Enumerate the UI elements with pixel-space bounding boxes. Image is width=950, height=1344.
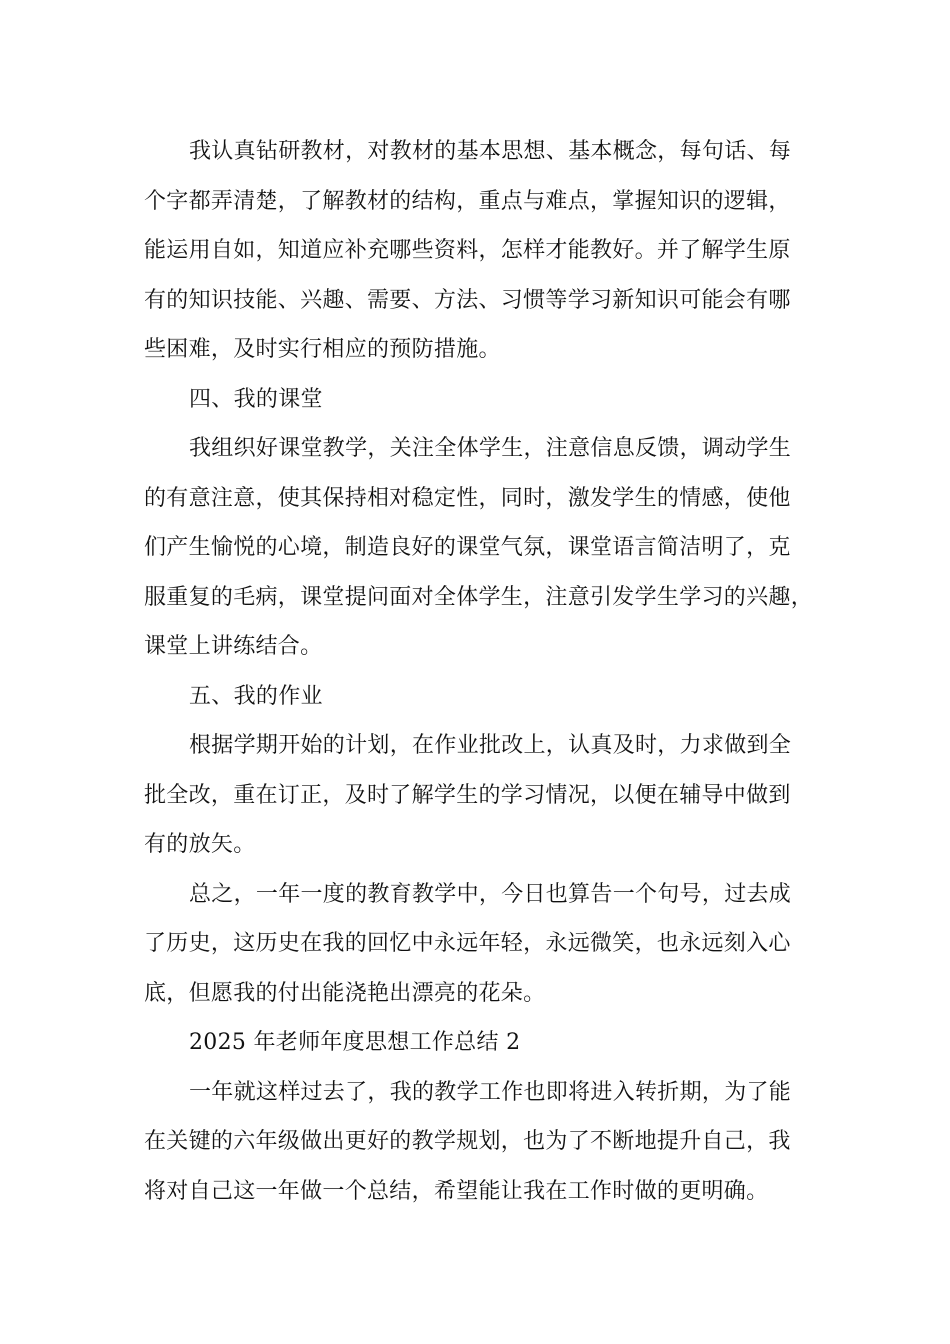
paragraph-line: 底，但愿我的付出能浇艳出漂亮的花朵。 (144, 980, 546, 1006)
paragraph-line: 个字都弄清楚，了解教材的结构，重点与难点，掌握知识的逻辑， (144, 188, 791, 214)
paragraph-line: 我组织好课堂教学，关注全体学生，注意信息反馈，调动学生 (189, 436, 792, 461)
paragraph-line: 总之，一年一度的教育教学中，今日也算告一个句号，过去成 (189, 881, 792, 907)
section-heading: 四、我的课堂 (189, 386, 323, 412)
paragraph-line: 在关键的六年级做出更好的教学规划，也为了不断地提升自己，我 (144, 1129, 791, 1154)
document-body (144, 127, 824, 1216)
paragraph-line: 根据学期开始的计划，在作业批改上，认真及时，力求做到全 (189, 733, 792, 758)
paragraph-line: 我认真钻研教材，对教材的基本思想、基本概念，每句话、每 (189, 139, 792, 164)
paragraph-line: 能运用自如，知道应补充哪些资料，怎样才能教好。并了解学生原 (144, 238, 791, 263)
paragraph-line: 有的知识技能、兴趣、需要、方法、习惯等学习新知识可能会有哪 (144, 287, 791, 313)
paragraph-line: 课堂上讲练结合。 (144, 634, 323, 659)
paragraph-line: 们产生愉悦的心境，制造良好的课堂气氛，课堂语言简洁明了，克 (144, 535, 791, 560)
paragraph-line: 服重复的毛病，课堂提问面对全体学生，注意引发学生学习的兴趣， (144, 584, 814, 610)
paragraph-line: 的有意注意，使其保持相对稳定性，同时，激发学生的情感，使他 (144, 485, 791, 511)
document-subtitle: 2025 年老师年度思想工作总结 2 (189, 1030, 521, 1055)
paragraph-line: 有的放矢。 (144, 832, 256, 857)
paragraph-line: 了历史，这历史在我的回忆中永远年轻，永远微笑，也永远刻入心 (144, 931, 791, 956)
paragraph-line: 将对自己这一年做一个总结，希望能让我在工作时做的更明确。 (144, 1178, 769, 1204)
paragraph-line: 一年就这样过去了，我的教学工作也即将进入转折期，为了能 (189, 1079, 792, 1105)
paragraph-line: 批全改，重在订正，及时了解学生的学习情况，以便在辅导中做到 (144, 782, 791, 808)
paragraph-line: 些困难，及时实行相应的预防措施。 (144, 337, 501, 362)
section-heading: 五、我的作业 (189, 683, 323, 709)
